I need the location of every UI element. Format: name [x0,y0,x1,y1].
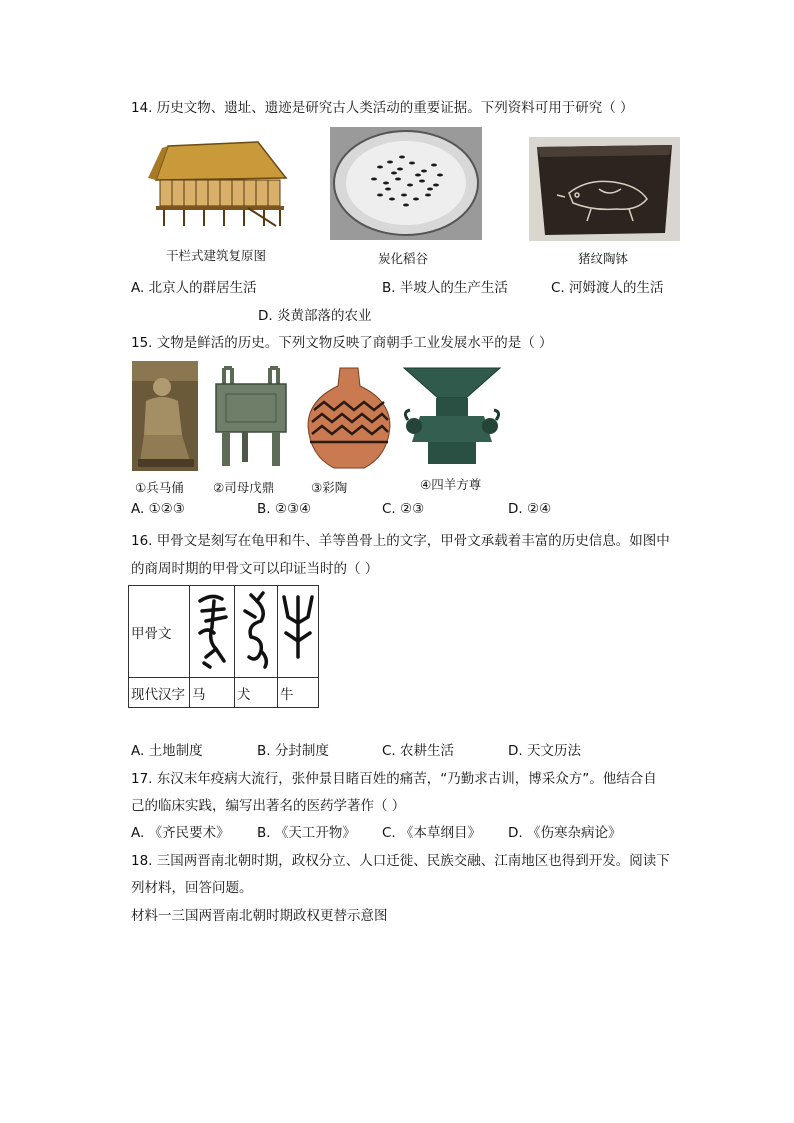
oracle-glyph-ox [278,586,319,678]
q16-option-b[interactable]: B. 分封制度 [257,743,329,759]
q16-option-d[interactable]: D. 天文历法 [508,743,581,759]
q17-option-b[interactable]: B. 《天工开物》 [257,825,356,841]
q16-option-c[interactable]: C. 农耕生活 [382,743,455,759]
q15-option-d[interactable]: D. ②④ [508,501,552,517]
q16-stem-line1: 16. 甲骨文是刻写在龟甲和牛、羊等兽骨上的文字，甲骨文承载着丰富的历史信息。如图中 [131,533,670,549]
simuwu-ding-image [212,364,290,470]
modern-char-horse: 马 [190,678,235,708]
q15-option-b[interactable]: B. ②③④ [257,501,312,517]
stilt-house-image [148,138,288,228]
q15-stem: 15. 文物是鲜活的历史。下列文物反映了商朝手工业发展水平的是（ ） [131,335,553,351]
q14-option-a[interactable]: A. 北京人的群居生活 [131,280,257,296]
q14-option-b[interactable]: B. 半坡人的生产生活 [382,280,508,296]
q15-caption-1: ①兵马俑 [135,480,184,495]
q14-caption-2: 炭化稻谷 [378,251,429,266]
q17-stem-line2: 己的临床实践，编写出著名的医药学著作（ ） [131,798,406,814]
q17-option-c[interactable]: C. 《本草纲目》 [382,825,482,841]
q14-option-d[interactable]: D. 炎黄部落的农业 [258,308,372,324]
modern-char-ox: 牛 [278,678,319,708]
q15-caption-2: ②司母戊鼎 [213,480,275,495]
oracle-bone-table [128,585,319,708]
q15-caption-3: ③彩陶 [311,480,348,495]
q18-stem-line2: 列材料，回答问题。 [131,880,253,896]
q14-option-c[interactable]: C. 河姆渡人的生活 [551,280,664,296]
q15-option-a[interactable]: A. ①②③ [131,501,185,517]
q17-option-a[interactable]: A. 《齐民要术》 [131,825,230,841]
q14-caption-1: 干栏式建筑复原图 [166,248,267,263]
oracle-glyph-dog [235,586,278,678]
table-row-label-oracle: 甲骨文 [129,586,190,678]
modern-char-dog: 犬 [235,678,278,708]
carbonized-rice-image [330,127,482,240]
q18-stem-line1: 18. 三国两晋南北朝时期，政权分立、人口迁徙、民族交融、江南地区也得到开发。阅读下 [131,853,670,869]
q16-stem-line2: 的商周时期的甲骨文可以印证当时的（ ） [131,561,379,577]
q16-option-a[interactable]: A. 土地制度 [131,743,203,759]
q17-stem-line1: 17. 东汉末年疫病大流行，张仲景目睹百姓的痛苦，“乃勤求古训，博采众方”。他结合自 [131,771,657,787]
oracle-glyph-horse [190,586,235,678]
q15-option-c[interactable]: C. ②③ [382,501,425,517]
q14-stem: 14. 历史文物、遗址、遗迹是研究古人类活动的重要证据。下列资料可用于研究（ ） [131,100,634,116]
pig-pattern-bowl-image [529,137,680,241]
terracotta-warrior-image [132,361,198,471]
q14-caption-3: 猪纹陶钵 [578,251,629,266]
q15-caption-4: ④四羊方尊 [420,477,482,492]
table-row-label-modern: 现代汉字 [129,678,190,708]
painted-pottery-image [304,364,394,472]
q18-material-label: 材料一三国两晋南北朝时期政权更替示意图 [131,908,388,924]
q17-option-d[interactable]: D. 《伤寒杂病论》 [508,825,622,841]
four-goat-zun-image [400,364,504,470]
